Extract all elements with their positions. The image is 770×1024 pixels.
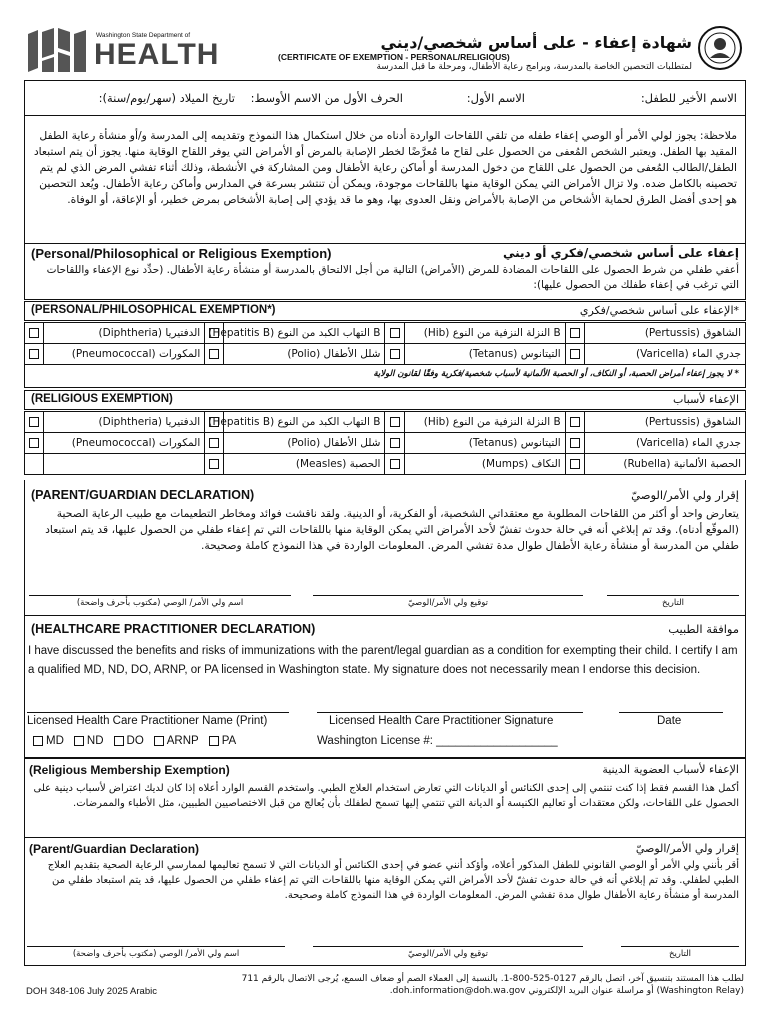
parent2-name-line[interactable] — [27, 946, 285, 947]
parent2-name-caption: اسم ولي الأمر/ الوصي (مكتوب بأحرف واضحة) — [72, 949, 240, 959]
parent-decl2-heading-ar: إقرار ولي الأمر/الوصيّ — [635, 842, 739, 855]
parent-name-line[interactable] — [29, 595, 291, 596]
religious-row — [25, 454, 746, 475]
religious-checkbox[interactable] — [570, 417, 580, 427]
child-birthdate-label[interactable]: تاريخ الميلاد (سهر/يوم/سنة): — [98, 91, 235, 105]
exemption-heading-en: (Personal/Philosophical or Religious Exemption) — [31, 246, 332, 261]
seal-portrait-icon — [700, 28, 740, 68]
personal-vaccine-label: المكورات (Pneumococcal) — [44, 344, 205, 365]
personal-vaccine-label: B النزلة النزفية من النوع (Hib) — [404, 323, 565, 344]
personal-checkbox-cell — [205, 344, 224, 365]
credential-option-arnp[interactable] — [154, 735, 199, 747]
religious-heading-en: (RELIGIOUS EXEMPTION) — [31, 393, 173, 405]
hcp-credentials — [33, 735, 246, 747]
hcp-heading-ar: موافقة الطبيب — [668, 622, 739, 636]
note-text: ملاحظة: يجوز لولي الأمر أو الوصي إعفاء طفله من تلقي اللقاحات الواردة أدناه من خلال استكمال هذا النموذج وتقديمه إلى المدرسة و/أو منشأة رعاية الطفل المقيد بها الطفل. ويعتبر الشخص المُعفى من الحصول على لقاح ما مُعرَّضًا لخطر الإصابة بالمرض أو الأمراض التي يوفر اللقاح الوقاية منها. يجوز أن يتم استبعاد الطفل/الطالب المُعفى من الحصول على اللقاح من دخول المدرسة أو أماكن رعاية الأطفال ومن المشاركة في الأنشطة، وذلك أثناء تفشي المرض الذي لم يتم تحصينه بالكامل ضده. ولا تزال الأمراض التي يمكن الوقاية منها باللقاحات موجودة، ويمكن أن تنتشر بسرعة في المدارس وأماكن رعاية الأطفال. ويُعد التحصين هو إحدى أفضل الطرق لحماية الأشخاص من الإصابة بالأمراض ونقل العدوى بها، وهو ما قد يؤدي إلى إصابة الأشخاص بمرض خطير، أو الإعاقة، أو الوفاة. — [33, 129, 737, 206]
wa-license-field[interactable]: Washington License #: ___________________ — [317, 735, 558, 747]
note-box — [24, 116, 746, 244]
personal-checkbox[interactable] — [209, 349, 219, 359]
religious-vaccine-label: جدري الماء (Varicella) — [584, 433, 745, 454]
parent-decl-heading-en: (PARENT/GUARDIAN DECLARATION) — [31, 488, 255, 502]
membership-heading-en: (Religious Membership Exemption) — [29, 763, 230, 777]
religious-checkbox-cell — [385, 433, 404, 454]
credential-option-pa[interactable] — [209, 735, 237, 747]
religious-vaccine-label: الدفتيريا (Diphtheria) — [44, 412, 205, 433]
parent-decl2-text: أقر بأنني ولي الأمر أو الوصي القانوني للطفل المذكور أعلاه، وأؤكد أنني عضو في إحدى الكنائس أو الديانات التي لا تسمح تعاليمها لممارسي الرعاية الصحية بتقديم العلاج الطبي لطفلي. وقد تم إبلاغي أنه في حالة حدوث تفشّ لأحد الأمراض التي يمكن الوقاية منها باللقاحات التي تم إعفاء طفلي من الحصول عليها، قد يتم استبعاد طفلي من المدرسة أو منشأة رعاية الأطفال طوال مدة تفشي المرض. المعلومات الواردة في هذا النموذج كاملة وصحيحة. — [47, 860, 739, 901]
exemption-intro-text: أعفي طفلي من شرط الحصول على اللقاحات المضادة للمرض (الأمراض) التالية من أجل الالتحاق بالمدرسة أو منشأة رعاية الأطفال. (حدِّد نوع الإعفاء واللقاحات التي ترغب في إعفاء طفلك من الحصول عليها): — [46, 264, 739, 291]
hcp-date-line[interactable] — [619, 712, 723, 713]
religious-checkbox-cell — [25, 454, 44, 475]
religious-checkbox-cell — [385, 454, 404, 475]
religious-heading-ar: الإعفاء لأسباب — [673, 393, 739, 406]
personal-vaccine-label: B التهاب الكبد من النوع (Hepatitis B) — [224, 323, 385, 344]
religious-vaccine-label: الحصبة الألمانية (Rubella) — [584, 454, 745, 475]
personal-checkbox[interactable] — [29, 349, 39, 359]
personal-vaccine-label: التيتانوس (Tetanus) — [404, 344, 565, 365]
membership-heading-ar: الإعفاء لأسباب العضوية الدينية — [602, 763, 739, 776]
credential-label: ARNP — [166, 735, 199, 747]
religious-row — [25, 433, 746, 454]
religious-checkbox[interactable] — [390, 417, 400, 427]
parent-decl-text: يتعارض واحد أو أكثر من اللقاحات المطلوبة مع معتقداتي الشخصية، أو الفكرية، أو الدينية. ولقد ناقشت فوائد ومخاطر التطعيمات مع طبيب الرعاية الصحية (الموقّع أدناه). وقد تم إبلاغي أنه في حالة حدوث تفشّ لأحد الأمراض التي يمكن الوقاية منها باللقاحات التي تم إعفاء طفلي من الحصول عليها، قد يتم استبعاد طفلي من المدرسة أو منشأة رعاية الأطفال طوال مدة تفشي المرض. المعلومات الواردة في هذا النموذج كاملة وصحيحة. — [45, 507, 739, 552]
personal-checkbox[interactable] — [570, 328, 580, 338]
personal-vaccine-table — [24, 322, 746, 365]
child-last-name-label[interactable]: الاسم الأخير للطفل: — [640, 91, 737, 105]
personal-vaccine-label: الدفتيريا (Diphtheria) — [44, 323, 205, 344]
religious-checkbox[interactable] — [29, 417, 39, 427]
religious-checkbox[interactable] — [209, 459, 219, 469]
parent-decl-heading-ar: إقرار ولي الأمر/الوصيّ — [631, 488, 739, 502]
hcp-heading-en: (HEALTHCARE PRACTITIONER DECLARATION) — [31, 622, 316, 636]
credential-label: MD — [46, 735, 64, 747]
personal-checkbox-cell — [385, 323, 404, 344]
footer-contact: لطلب هذا المستند بتنسيق آخر، اتصل بالرقم 0127-525-800-1. بالنسبة إلى العملاء الصم أو ضعاف السمع، يُرجى الاتصال بالرقم 711 (Washington Relay) أو مراسلة عنوان البريد الإلكتروني doh.information@doh.wa.gov. — [241, 974, 744, 996]
religious-vaccine-label: التيتانوس (Tetanus) — [404, 433, 565, 454]
credential-option-do[interactable] — [114, 735, 144, 747]
religious-vaccine-label — [44, 454, 205, 475]
religious-checkbox-cell — [25, 412, 44, 433]
footer-doc-id: DOH 348-106 July 2025 Arabic — [26, 986, 157, 997]
credential-checkbox[interactable] — [114, 736, 124, 746]
religious-vaccine-label: الحصبة (Measles) — [224, 454, 385, 475]
personal-exemption-heading — [24, 301, 746, 321]
religious-vaccine-label: B النزلة النزفية من النوع (Hib) — [404, 412, 565, 433]
religious-checkbox[interactable] — [29, 438, 39, 448]
religious-checkbox-cell — [385, 412, 404, 433]
parent2-signature-line[interactable] — [313, 946, 583, 947]
religious-checkbox[interactable] — [390, 459, 400, 469]
parent-declaration-box — [24, 480, 746, 616]
membership-box — [24, 758, 746, 838]
religious-checkbox-cell — [565, 433, 584, 454]
personal-footnote: * لا يجوز إعفاء أمراض الحصبة، أو النكاف، أو الحصبة الألمانية لأسباب شخصية/فكرية وفقًا لقانون الولاية — [373, 369, 739, 379]
personal-checkbox-cell — [25, 323, 44, 344]
personal-heading-ar: الإعفاء على أساس شخصي/فكري* — [579, 304, 739, 317]
hcp-text: I have discussed the benefits and risks of immunizations with the parent/legal guardian as a condition for exempting their child. I certify I am a qualified MD, ND, DO, ARNP, or PA licensed in Washington state. My signature does not necessarily mean I endorse this decision. — [28, 645, 738, 676]
personal-row — [25, 344, 746, 365]
religious-checkbox-cell — [565, 454, 584, 475]
personal-vaccine-label: الشاهوق (Pertussis) — [584, 323, 745, 344]
credential-label: DO — [126, 735, 144, 747]
religious-checkbox[interactable] — [209, 438, 219, 448]
hcp-name-caption: Licensed Health Care Practitioner Name (Print) — [27, 715, 268, 727]
personal-checkbox[interactable] — [390, 349, 400, 359]
credential-label: PA — [221, 735, 237, 747]
child-first-name-label[interactable]: الاسم الأول: — [466, 91, 525, 105]
religious-vaccine-label: شلل الأطفال (Polio) — [224, 433, 385, 454]
hcp-signature-caption: Licensed Health Care Practitioner Signature — [329, 715, 554, 727]
credential-checkbox[interactable] — [33, 736, 43, 746]
credential-checkbox[interactable] — [209, 736, 219, 746]
hcp-signature-line[interactable] — [317, 712, 583, 713]
personal-checkbox-cell — [385, 344, 404, 365]
religious-vaccine-label: B التهاب الكبد من النوع (Hepatitis B) — [224, 412, 385, 433]
logo-dept-text: Washington State Department of — [96, 32, 191, 39]
parent-date-line[interactable] — [607, 595, 739, 596]
personal-vaccine-label: شلل الأطفال (Polio) — [224, 344, 385, 365]
religious-checkbox-cell — [205, 454, 224, 475]
religious-checkbox[interactable] — [570, 438, 580, 448]
credential-checkbox[interactable] — [74, 736, 84, 746]
personal-heading-en: (PERSONAL/PHILOSOPHICAL EXEMPTION*) — [31, 304, 276, 316]
title-ar: شهادة إعفاء - على أساس شخصي/ديني — [380, 33, 692, 52]
credential-option-nd[interactable] — [74, 735, 104, 747]
religious-checkbox-cell — [25, 433, 44, 454]
exemption-heading-ar: إعفاء على أساس شخصي/فكري أو ديني — [502, 246, 739, 260]
doh-logo-mark-icon — [26, 28, 88, 72]
religious-checkbox-cell — [565, 412, 584, 433]
personal-vaccine-label: جدري الماء (Varicella) — [584, 344, 745, 365]
religious-vaccine-label: المكورات (Pneumococcal) — [44, 433, 205, 454]
credential-checkbox[interactable] — [154, 736, 164, 746]
parent-decl2-heading-en: (Parent/Guardian Declaration) — [29, 842, 200, 856]
religious-vaccine-label: الشاهوق (Pertussis) — [584, 412, 745, 433]
parent-signature-caption: توقيع ولي الأمر/الوصيّ — [407, 598, 489, 608]
doh-logo — [26, 28, 220, 72]
parent2-date-line[interactable] — [621, 946, 739, 947]
parent-signature-line[interactable] — [313, 595, 583, 596]
religious-exemption-heading — [24, 390, 746, 410]
religious-checkbox[interactable] — [570, 459, 580, 469]
parent2-signature-caption: توقيع ولي الأمر/الوصيّ — [407, 949, 489, 959]
personal-row — [25, 323, 746, 344]
personal-checkbox-cell — [25, 344, 44, 365]
personal-checkbox[interactable] — [570, 349, 580, 359]
parent2-date-caption: التاريخ — [668, 949, 692, 959]
state-seal — [698, 26, 742, 70]
religious-row — [25, 412, 746, 433]
hcp-date-caption: Date — [657, 715, 682, 727]
personal-checkbox[interactable] — [390, 328, 400, 338]
hcp-name-line[interactable] — [27, 712, 289, 713]
credential-option-md[interactable] — [33, 735, 64, 747]
credential-label: ND — [86, 735, 104, 747]
logo-health-text: HEALTH — [94, 38, 220, 71]
personal-checkbox-cell — [565, 344, 584, 365]
membership-text: أكمل هذا القسم فقط إذا كنت تنتمي إلى إحدى الكنائس أو الديانات التي تعارض استخدام العلاج الطبي. واستخدم القسم الوارد أعلاه إذا كان لديك اعتراض لأسباب دينية على الحصول على اللقاحات، ولكن معتقدات أو تعاليم الكنيسة أو الديانة التي تنتمي إليها تسمح لطفلك بأن يُعالج من قبل الاختصاصيين الطبيين، مثل الأطباء والممرضات. — [33, 783, 739, 809]
parent-declaration-2-box — [24, 838, 746, 966]
child-middle-initial-label[interactable]: الحرف الأول من الاسم الأوسط: — [250, 91, 403, 105]
personal-footnote-box — [24, 364, 746, 388]
title-en: (CERTIFICATE OF EXEMPTION - PERSONAL/RELIGIOUS) — [278, 52, 510, 62]
child-info-box — [24, 80, 746, 116]
parent-name-caption: اسم ولي الأمر/ الوصي (مكتوب بأحرف واضحة) — [76, 598, 244, 608]
exemption-intro-box — [24, 244, 746, 300]
parent-date-caption: التاريخ — [661, 598, 685, 608]
subtitle-ar: لمتطلبات التحصين الخاصة بالمدرسة، وبرامج رعاية الأطفال، ومرحلة ما قبل المدرسة — [376, 62, 692, 72]
religious-vaccine-table — [24, 411, 746, 475]
religious-checkbox-cell — [205, 433, 224, 454]
religious-vaccine-label: النكاف (Mumps) — [404, 454, 565, 475]
personal-checkbox-cell — [565, 323, 584, 344]
hcp-declaration-box — [24, 616, 746, 758]
personal-checkbox[interactable] — [29, 328, 39, 338]
religious-checkbox[interactable] — [390, 438, 400, 448]
